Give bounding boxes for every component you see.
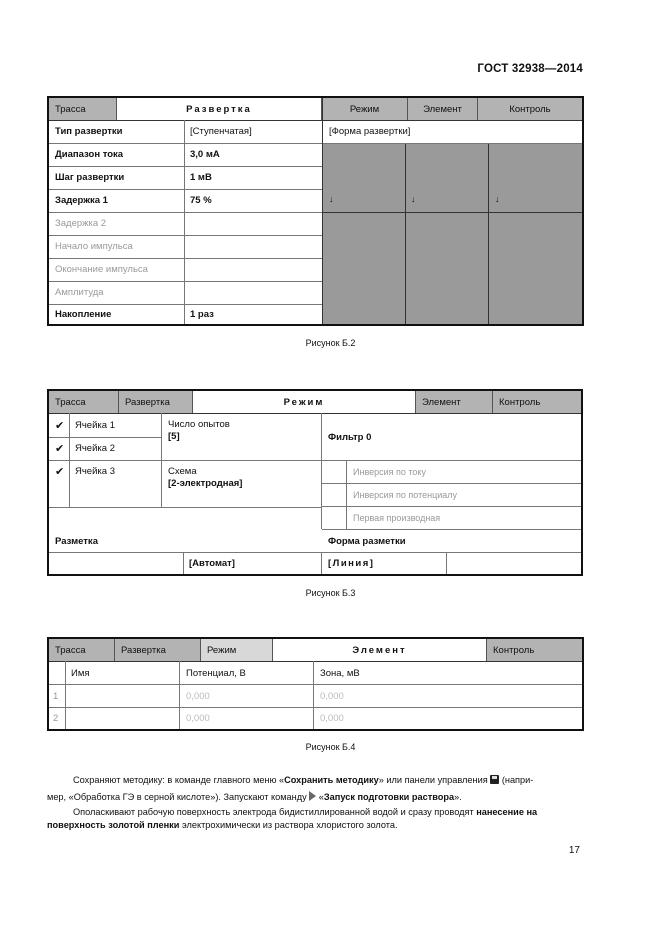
element-panel	[47, 637, 584, 731]
sweep-type-value[interactable]: [Ступенчатая]	[190, 126, 252, 137]
pulse-end-value[interactable]	[184, 258, 322, 281]
scheme-value[interactable]: [2-электродная]	[168, 478, 243, 489]
tab-sweep[interactable]: Развертка	[115, 639, 201, 661]
page-number: 17	[568, 845, 580, 856]
inverse-potential-label: Инверсия по потенциалу	[353, 490, 458, 500]
tab-element[interactable]: Элемент	[273, 639, 487, 661]
cell-2-label: Ячейка 2	[75, 443, 115, 454]
document-header: ГОСТ 32938—2014	[477, 63, 583, 75]
paragraph-run: мер, «Обработка ГЭ в серной кислоте»). Запускают команду «Запуск подготовки раствора».	[47, 792, 462, 802]
tab-sweep[interactable]: Развертка	[119, 391, 193, 413]
row-2-zone[interactable]: 0,000	[320, 713, 344, 724]
experiments-value[interactable]: [5]	[168, 431, 180, 442]
markup-auto-value[interactable]: [Автомат]	[189, 558, 235, 569]
markup-form-label: Форма разметки	[328, 535, 406, 547]
row-2-potential[interactable]: 0,000	[186, 713, 210, 724]
figure-caption: Рисунок Б.4	[305, 742, 356, 752]
sweep-form-label[interactable]: [Форма развертки]	[329, 126, 411, 137]
markup-color-swatch[interactable]	[49, 553, 183, 574]
pulse-start-value[interactable]	[184, 235, 322, 258]
tab-trace[interactable]: Трасса	[49, 391, 119, 413]
sweep-panel	[47, 96, 584, 326]
filter-label[interactable]: Фильтр 0	[328, 431, 372, 443]
scheme-label: Схема	[168, 466, 197, 477]
arrow-down-icon: ↓	[495, 194, 500, 204]
experiments-label: Число опытов	[168, 419, 230, 430]
check-icon[interactable]: ✔	[55, 466, 65, 478]
delay2-value[interactable]	[184, 212, 322, 235]
markup-label: Разметка	[55, 535, 98, 547]
sweep-form-preview	[323, 144, 582, 324]
markup-form-swatch[interactable]	[447, 553, 581, 574]
delay1-label: Задержка 1	[55, 195, 108, 206]
first-derivative-label: Первая производная	[353, 513, 441, 523]
tab-trace[interactable]: Трасса	[49, 639, 115, 661]
inverse-current-label: Инверсия по току	[353, 467, 426, 477]
figure-caption: Рисунок Б.3	[305, 588, 356, 598]
tab-element[interactable]: Элемент	[416, 391, 493, 413]
arrow-down-icon: ↓	[329, 194, 334, 204]
tab-element[interactable]: Элемент	[408, 98, 478, 120]
current-range-value[interactable]: 3,0 мА	[190, 149, 220, 160]
tab-mode[interactable]: Режим	[322, 98, 408, 120]
row-1-potential[interactable]: 0,000	[186, 690, 210, 702]
tab-mode[interactable]: Режим	[193, 391, 416, 413]
mode-panel	[47, 389, 583, 576]
tab-sweep[interactable]: Развертка	[117, 98, 322, 120]
cell-3-label: Ячейка 3	[75, 466, 115, 477]
check-icon[interactable]: ✔	[55, 443, 65, 455]
column-zone-header: Зона, мВ	[320, 667, 360, 679]
paragraph-rinse: Ополаскивают рабочую поверхность электрода бидистиллированной водой и сразу проводят нанесение на	[73, 807, 538, 817]
checkbox-inverse-current[interactable]	[322, 461, 346, 483]
amplitude-value[interactable]	[184, 281, 322, 304]
column-potential-header: Потенциал, В	[186, 667, 246, 679]
row-1-zone[interactable]: 0,000	[320, 690, 344, 702]
sweep-step-label: Шаг развертки	[55, 172, 125, 183]
paragraph-rinse-cont: поверхность золотой пленки электрохимически из раствора хлористого золота.	[47, 820, 398, 830]
row-2-number: 2	[53, 713, 59, 724]
tab-control[interactable]: Контроль	[493, 391, 581, 413]
sweep-step-value[interactable]: 1 мВ	[190, 172, 212, 183]
figure-caption: Рисунок Б.2	[305, 338, 356, 348]
sweep-type-label: Тип развертки	[55, 126, 123, 137]
arrow-down-icon: ↓	[411, 194, 416, 204]
markup-lines-value[interactable]: [Линия]	[328, 558, 375, 569]
row-1-name[interactable]	[66, 685, 179, 707]
tab-control[interactable]: Контроль	[478, 98, 582, 120]
accumulation-label: Накопление	[55, 308, 112, 320]
amplitude-label: Амплитуда	[55, 287, 104, 298]
delay2-label: Задержка 2	[55, 218, 107, 229]
row-1-number: 1	[53, 690, 59, 702]
paragraph-save: Сохраняют методику: в команде главного меню «Сохранить методику» или панели управления (напри-	[73, 775, 534, 785]
cell-1-label: Ячейка 1	[75, 420, 115, 431]
row-2-name[interactable]	[66, 708, 179, 729]
tab-mode[interactable]: Режим	[201, 639, 273, 661]
tab-trace[interactable]: Трасса	[49, 98, 117, 120]
accumulation-value[interactable]: 1 раз	[190, 308, 214, 320]
column-name-header: Имя	[71, 667, 90, 679]
tab-control[interactable]: Контроль	[487, 639, 582, 661]
floppy-disk-icon	[490, 775, 499, 784]
pulse-end-label: Окончание импульса	[55, 264, 148, 275]
delay1-value[interactable]: 75 %	[190, 195, 212, 206]
check-icon[interactable]: ✔	[55, 420, 65, 432]
pulse-start-label: Начало импульса	[55, 241, 133, 252]
current-range-label: Диапазон тока	[55, 149, 124, 160]
